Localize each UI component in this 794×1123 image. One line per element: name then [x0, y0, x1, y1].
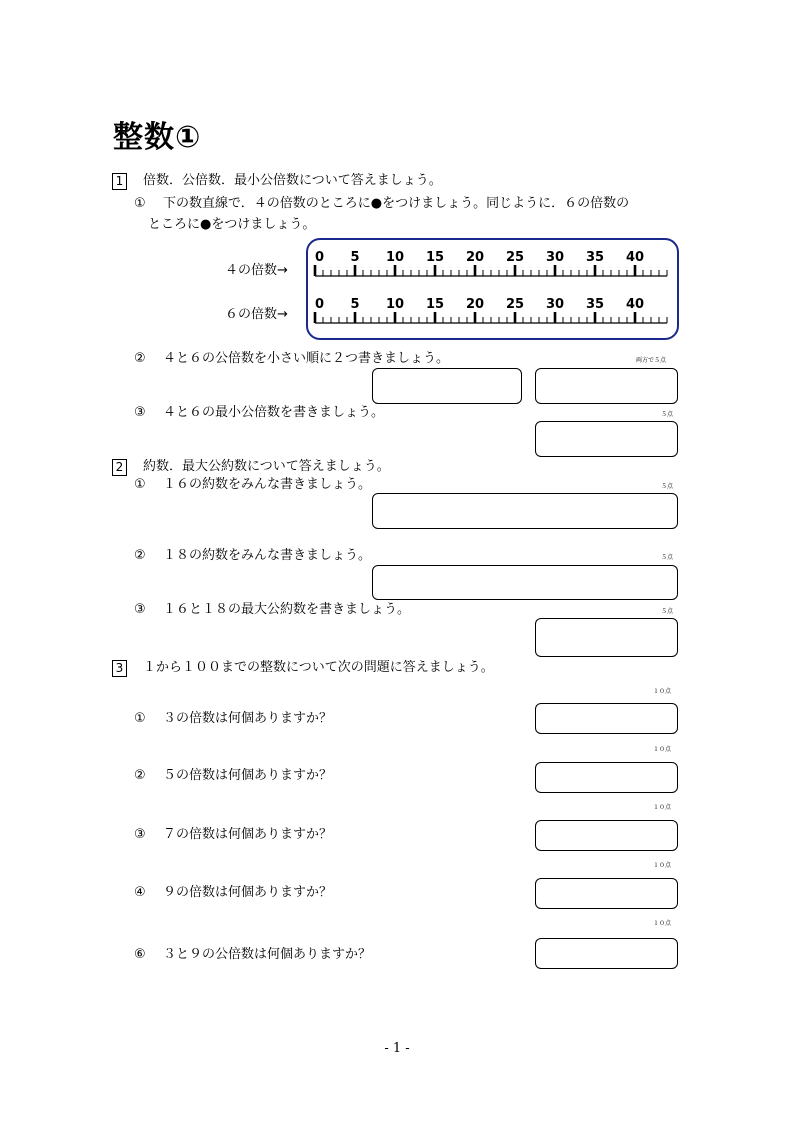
question-number: ③ — [134, 827, 146, 842]
answer-box[interactable] — [535, 762, 678, 793]
answer-box[interactable] — [535, 703, 678, 734]
question-text: 下の数直線で．４の倍数のところに●をつけましょう。同じように．６の倍数の — [163, 196, 630, 211]
tick-label: 15 — [425, 250, 445, 265]
answer-box[interactable] — [535, 421, 678, 457]
tick-label: 0 — [315, 297, 325, 312]
tick-label: 10 — [385, 297, 405, 312]
points-label: １０点 — [653, 862, 672, 869]
points-label: １０点 — [653, 688, 672, 695]
tick-label: 5 — [350, 297, 360, 312]
points-label: １０点 — [653, 746, 672, 753]
question-text: ３と９の公倍数は何個ありますか？ — [163, 947, 372, 962]
section-3-heading: １から１００までの整数について次の問題に答えましょう。 — [143, 660, 494, 675]
answer-box[interactable] — [535, 618, 678, 657]
tick-label: 10 — [385, 250, 405, 265]
question-number: ⑥ — [134, 947, 146, 962]
question-text: ７の倍数は何個ありますか？ — [163, 827, 333, 842]
question-number: ① — [134, 477, 146, 492]
tick-label: 30 — [545, 297, 565, 312]
tick-label: 25 — [505, 250, 525, 265]
tick-label: 5 — [350, 250, 360, 265]
answer-box-2[interactable] — [535, 368, 678, 404]
points-label: １０点 — [653, 804, 672, 811]
answer-box[interactable] — [535, 938, 678, 969]
page-number: - 1 - — [384, 1041, 410, 1056]
tick-label: 40 — [625, 297, 645, 312]
question-text: ４と６の最小公倍数を書きましょう。 — [163, 405, 385, 420]
tick-label: 30 — [545, 250, 565, 265]
points-label: ５点 — [661, 608, 674, 615]
tick-label: 0 — [315, 250, 325, 265]
question-number: ③ — [134, 405, 146, 420]
question-text-continued: ところに●をつけましょう。 — [148, 217, 316, 232]
question-text: １８の約数をみんな書きましょう。 — [163, 548, 372, 563]
tick-label: 40 — [625, 250, 645, 265]
tick-label: 35 — [585, 297, 605, 312]
tick-label: 15 — [425, 297, 445, 312]
section-number-3: 3 — [112, 660, 127, 677]
worksheet-title: 整数① — [113, 120, 202, 155]
answer-box[interactable] — [535, 820, 678, 851]
tick-label: 20 — [465, 250, 485, 265]
question-text: ９の倍数は何個ありますか？ — [163, 885, 333, 900]
question-number: ③ — [134, 602, 146, 617]
question-number: ② — [134, 768, 146, 783]
question-number: ② — [134, 548, 146, 563]
answer-box[interactable] — [372, 493, 678, 529]
question-number: ④ — [134, 885, 146, 900]
question-number: ② — [134, 351, 146, 366]
tick-label: 20 — [465, 297, 485, 312]
points-label: ５点 — [661, 554, 674, 561]
question-text: ４と６の公倍数を小さい順に２つ書きましょう。 — [163, 351, 450, 366]
tick-label: 25 — [505, 297, 525, 312]
answer-box-1[interactable] — [372, 368, 522, 404]
question-text: ３の倍数は何個ありますか？ — [163, 711, 333, 726]
question-number: ① — [134, 196, 146, 211]
section-1-heading: 倍数．公倍数．最小公倍数について答えましょう。 — [143, 173, 442, 188]
question-text: １６と１８の最大公約数を書きましょう。 — [163, 602, 411, 617]
number-line-label-6: ６の倍数→ — [225, 307, 288, 322]
section-2-heading: 約数．最大公約数について答えましょう。 — [143, 459, 390, 474]
section-number-1: 1 — [112, 173, 127, 190]
points-label: ５点 — [661, 483, 674, 490]
number-line-label-4: ４の倍数→ — [225, 263, 288, 278]
question-text: ５の倍数は何個ありますか？ — [163, 768, 333, 783]
points-label: 両方で５点 — [636, 357, 667, 364]
question-text: １６の約数をみんな書きましょう。 — [163, 477, 372, 492]
question-number: ① — [134, 711, 146, 726]
points-label: ５点 — [661, 411, 674, 418]
answer-box[interactable] — [372, 565, 678, 600]
points-label: １０点 — [653, 920, 672, 927]
section-number-2: 2 — [112, 459, 127, 476]
tick-label: 35 — [585, 250, 605, 265]
answer-box[interactable] — [535, 878, 678, 909]
